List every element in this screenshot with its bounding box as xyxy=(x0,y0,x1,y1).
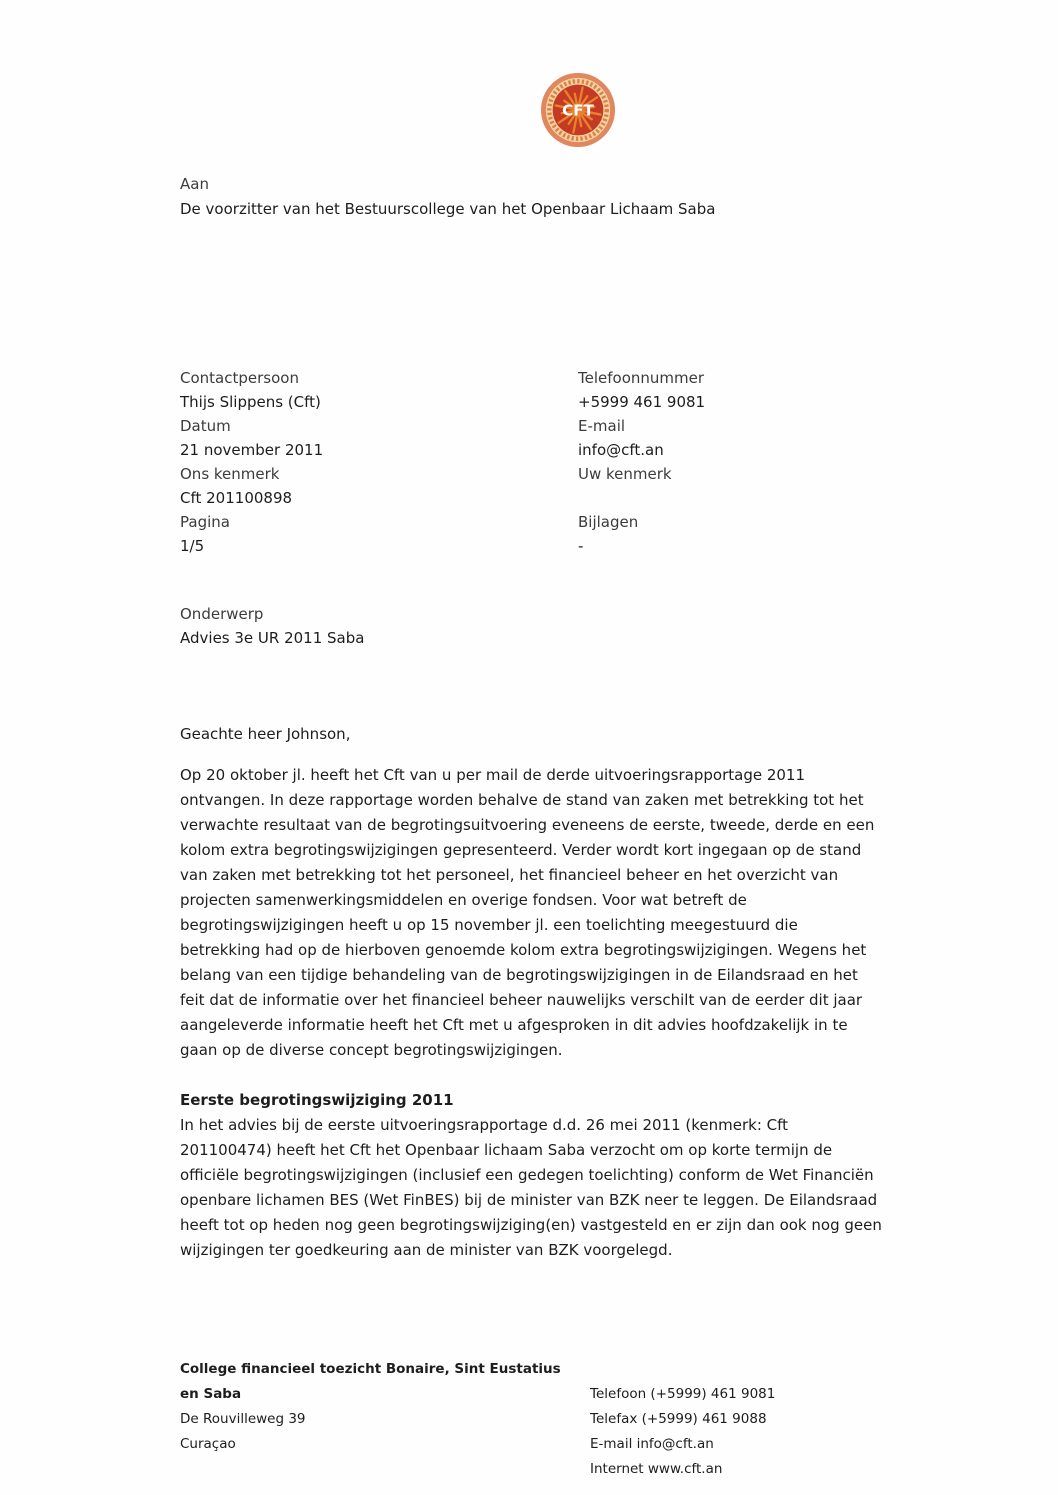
footer-email: E-mail info@cft.an xyxy=(590,1436,714,1452)
cft-logo xyxy=(540,72,616,148)
footer-address-city: Curaçao xyxy=(180,1436,236,1452)
bijlagen-value: - xyxy=(578,537,584,555)
subject-block xyxy=(180,602,364,650)
uw-kenmerk-value xyxy=(578,486,898,510)
recipient-name: De voorzitter van het Bestuurscollege van het Openbaar Lichaam Saba xyxy=(180,200,716,218)
recipient-label: Aan xyxy=(180,175,209,193)
bijlagen-label: Bijlagen xyxy=(578,513,639,531)
recipient-block xyxy=(180,172,715,222)
datum-value: 21 november 2011 xyxy=(180,441,324,459)
pagina-value: 1/5 xyxy=(180,537,205,555)
footer-telefoon: Telefoon (+5999) 461 9081 xyxy=(590,1386,776,1402)
telefoonnummer-value: +5999 461 9081 xyxy=(578,393,706,411)
telefoonnummer-label: Telefoonnummer xyxy=(578,369,705,387)
contactpersoon-value: Thijs Slippens (Cft) xyxy=(180,393,321,411)
email-value: info@cft.an xyxy=(578,441,664,459)
logo-cft-text: CFT xyxy=(562,101,594,120)
meta-right-column xyxy=(578,366,898,558)
email-label: E-mail xyxy=(578,417,626,435)
contactpersoon-label: Contactpersoon xyxy=(180,369,299,387)
section-heading-eerste-begrotingswijziging: Eerste begrotingswijziging 2011 xyxy=(180,1091,454,1109)
footer-org-line1: College financieel toezicht Bonaire, Sint Eustatius xyxy=(180,1361,561,1377)
footer-org-line2: en Saba xyxy=(180,1386,242,1402)
footer-internet: Internet www.cft.an xyxy=(590,1461,723,1477)
body-paragraph-1: Op 20 oktober jl. heeft het Cft van u per mail de derde uitvoeringsrapportage 2011 ontvangen. In deze rapportage worden behalve de stand van zaken met betrekking tot het verwachte resultaat van de begrotingsuitvoering eveneens de eerste, tweede, derde en een kolom extra begrotingswijzigingen gepresenteerd. Verder wordt kort ingegaan op de stand van zaken met betrekking tot het personeel, het financieel beheer en het overzicht van projecten samenwerkingsmiddelen en overige fondsen. Voor wat betreft de begrotingswijzigingen heeft u op 15 november jl. een toelichting meegestuurd die betrekking had op de hierboven genoemde kolom extra begrotingswijzigingen. Wegens het belang van een tijdige behandeling van de begrotingswijzigingen in de Eilandsraad en het feit dat de informatie over het financieel beheer nauwelijks verschilt van de eerder dit jaar aangeleverde informatie heeft het Cft met u afgesproken in dit advies hoofdzakelijk in te gaan op de diverse concept begrotingswijzigingen. xyxy=(180,766,875,1059)
footer-contact-block xyxy=(590,1382,890,1482)
subject-label: Onderwerp xyxy=(180,605,264,623)
subject-value: Advies 3e UR 2011 Saba xyxy=(180,629,365,647)
footer-address-street: De Rouvilleweg 39 xyxy=(180,1411,306,1427)
ons-kenmerk-value: Cft 201100898 xyxy=(180,489,293,507)
footer-address-block xyxy=(180,1357,580,1457)
uw-kenmerk-label: Uw kenmerk xyxy=(578,465,672,483)
cft-logo-seal-icon xyxy=(540,72,616,148)
salutation: Geachte heer Johnson, xyxy=(180,725,351,743)
pagina-label: Pagina xyxy=(180,513,230,531)
footer-telefax: Telefax (+5999) 461 9088 xyxy=(590,1411,767,1427)
datum-label: Datum xyxy=(180,417,231,435)
body-paragraph-2: In het advies bij de eerste uitvoeringsrapportage d.d. 26 mei 2011 (kenmerk: Cft 201100474) heeft het Cft het Openbaar lichaam Saba verzocht om op korte termijn de officiële begrotingswijzigingen (inclusief een gedegen toelichting) conform de Wet Financiën openbare lichamen BES (Wet FinBES) bij de minister van BZK neer te leggen. De Eilandsraad heeft tot op heden nog geen begrotingswijziging(en) vastgesteld en er zijn dan ook nog geen wijzigingen ter goedkeuring aan de minister van BZK voorgelegd. xyxy=(180,1116,882,1259)
meta-left-column xyxy=(180,366,560,558)
ons-kenmerk-label: Ons kenmerk xyxy=(180,465,280,483)
